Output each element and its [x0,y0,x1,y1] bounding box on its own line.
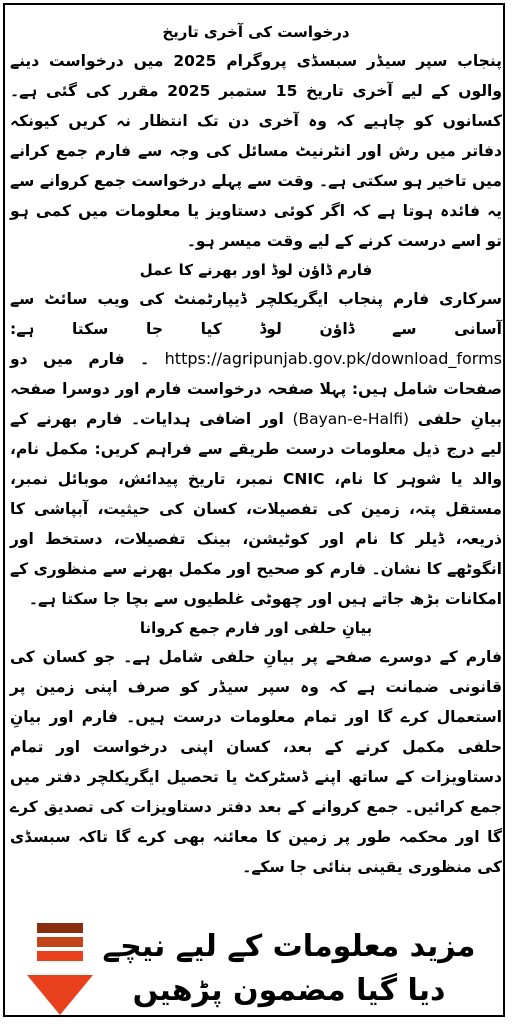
banner-text [89,925,489,1013]
banner-line-1: مزید معلومات کے لیے نیچے [102,929,476,964]
read-more-banner[interactable] [3,915,505,1015]
heading-deadline: درخواست کی آخری تاریخ [162,23,350,41]
form-download-text-a: سرکاری فارم پنجاب ایگریکلچر ڈیپارٹمنٹ کی ویب سائٹ سے آسانی سے ڈاؤن لوڈ کیا جا سکتا ہے: [10,290,502,338]
heading-form-download: فارم ڈاؤن لوڈ اور بھرنے کا عمل [139,261,373,279]
download-forms-link[interactable]: https://agripunjab.gov.pk/download_forms [164,349,502,368]
banner-line-2: دیا گیا مضمون پڑھیں [132,973,446,1008]
paragraph-form-download [10,284,502,614]
paragraph-affidavit: فارم کے دوسرے صفحے پر بیانِ حلفی شامل ہے۔ جو کسان کی قانونی ضمانت ہے کہ وہ سپر سیڈر کو صرف اپنی زمین پر استعمال کرے گا اور تمام معلومات درست ہیں۔ فارم اور بیانِ حلفی مکمل کرنے کے بعد، کسان اپنی درخواست اور تمام دستاویزات کے ساتھ اپنے ڈسٹرکٹ یا تحصیل ایگریکلچر دفتر میں جمع کرائیں۔ جمع کروانے کے بعد دفتر دستاویزات کی تصدیق کرے گا اور محکمہ طور پر زمین کا معائنہ بھی کرے گا تاکہ سبسڈی کی منظوری یقینی بنائی جا سکے۔ [10,648,502,876]
bayan-e-halfi-label: (Bayan-e-Halfi) [292,410,410,428]
heading-affidavit: بیانِ حلفی اور فارم جمع کروانا [139,619,373,637]
form-download-text-c: اور اضافی ہدایات۔ فارم بھرنے کے لیے درج ذیل معلومات درست طریقے سے فراہم کریں: مکمل نام، والد یا شوہر کا نام، CNIC نمبر، تاریخ پیدائش، موبائل نمبر، مستقل پتہ، زمین کی تفصیلات، کسان کی حیثیت، آبپاشی کا ذریعہ، ڈیلر کا نام اور کوٹیشن، بینک تفصیلات، دستخط اور انگوٹھے کا نشان۔ فارم کو صحیح اور مکمل بھرنے سے منظوری کے امکانات بڑھ جاتے ہیں اور چھوٹی غلطیوں سے بچا جا سکتا ہے۔ [10,410,502,608]
down-arrow-icon [27,975,93,1015]
stacked-bars-icon [37,923,83,965]
article-body [10,18,502,882]
form-download-text-b: ۔ فارم میں دو صفحات شامل ہیں: پہلا صفحہ درخواست فارم اور دوسرا صفحہ بیانِ حلفی [10,350,502,428]
paragraph-deadline: پنجاب سپر سیڈر سبسڈی پروگرام 2025 میں درخواست دینے والوں کے لیے آخری تاریخ 15 ستمبر 2025 مقرر کی گئی ہے۔ کسانوں کو چاہیے کہ وہ آخری دن تک انتظار نہ کریں کیونکہ دفاتر میں رش اور انٹرنیٹ مسائل کی وجہ سے فارم جمع کرانے میں تاخیر ہو سکتی ہے۔ وقت سے پہلے درخواست جمع کروانے سے یہ فائدہ ہوتا ہے کہ اگر کوئی دستاویز یا معلومات میں کمی ہو تو اسے درست کرنے کے لیے وقت میسر ہو۔ [10,52,502,250]
